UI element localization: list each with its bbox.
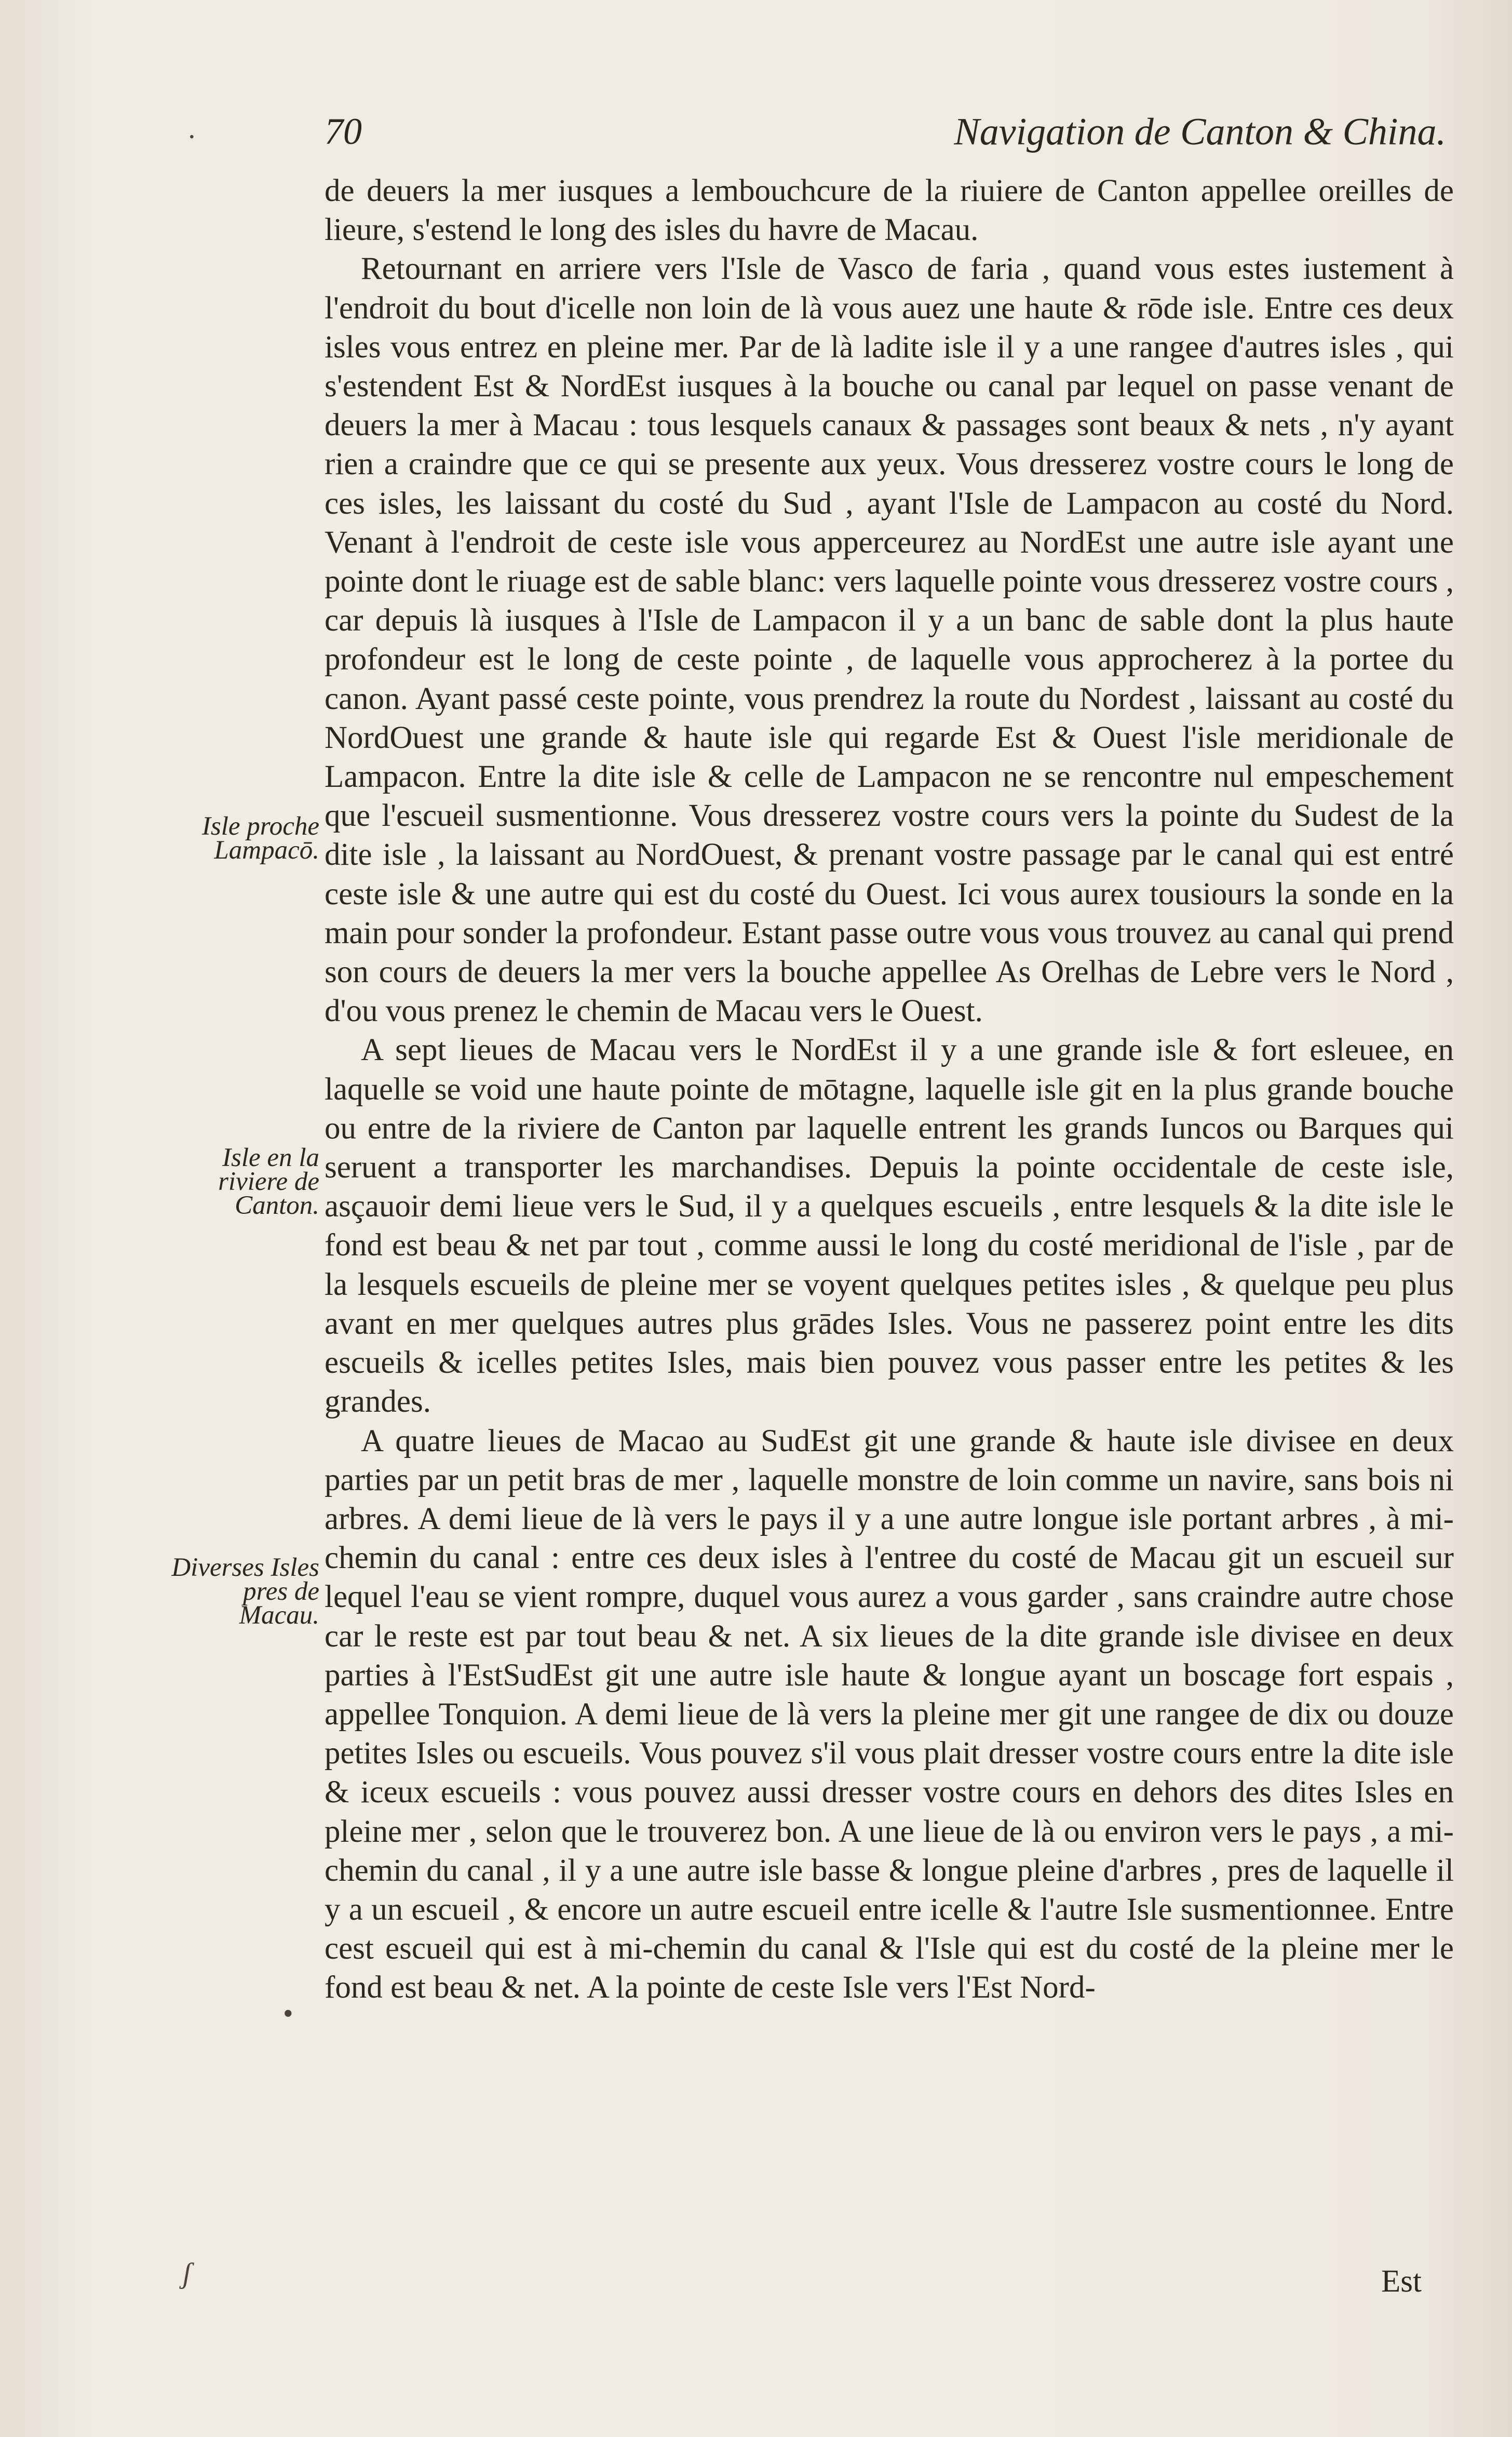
paragraph: A sept lieues de Macau vers le NordEst il y a une grande isle & fort esleuee, en laquelle se void une haute pointe de mōtagne, laquelle isle git en la plus grande bouche ou entre de la riviere de Canton par laquelle entrent les grands Iuncos ou Barques qui seruent a transporter les marchandises. Depuis la pointe occidentale de ceste isle, asçauoir demi lieue vers le Sud, il y a quelques escueils , entre lesquels & la dite isle le fond est beau & net par tout , comme aussi le long du costé meridional de l'isle , par de la lesquels escueils de pleine mer se voyent quelques petites isles , & quelque peu plus avant en mer quelques autres plus grādes Isles. Vous ne passerez point entre les dits escueils & icelles petites Isles, mais bien pouvez vous passer entre les petites & les grandes. — [325, 1033, 1454, 1420]
margin-note: Isle en la riviere de Canton. — [218, 1143, 319, 1220]
margin-note: Diverses Isles pres de Macau. — [171, 1553, 319, 1630]
margin-note: Isle proche Lampacō. — [201, 812, 319, 865]
paragraph: de deuers la mer iusques a lembouchcure de la riuiere de Canton appellee oreilles de lieure, s'estend le long des isles du havre de Macau. — [325, 173, 1454, 248]
catchword: Est — [1381, 2264, 1422, 2299]
ink-speck: • — [283, 1998, 293, 2030]
ink-speck: · — [187, 121, 197, 153]
paragraph: Retournant en arriere vers l'Isle de Vasco de faria , quand vous estes iustement à l'endroit du bout d'icelle non loin de là vous auez une haute & rōde isle. Entre ces deux isles vous entrez en pleine mer. Par de là ladite isle il y a une rangee d'autres isles , qui s'estendent Est & NordEst iusques à la bouche ou canal par lequel on passe venant de deuers la mer à Macau : tous lesquels canaux & passages sont beaux & nets , n'y ayant rien a craindre que ce qui se presente aux yeux. Vous dresserez vostre cours le long de ces isles, les laissant du costé du Sud , ayant l'Isle de Lampacon au costé du Nord. Venant à l'endroit de ceste isle vous apperceurez au NordEst une autre isle ayant une pointe dont le riuage est de sable blanc: vers laquelle pointe vous dresserez vostre cours , car depuis là iusques à l'Isle de Lampacon il y a un banc de sable dont la plus haute profondeur est le long de ceste pointe , de laquelle vous approcherez à la portee du canon. Ayant passé ceste pointe, vous prendrez la route du Nordest , laissant au costé du NordOuest une grande & haute isle qui regarde Est & Ouest l'isle meridionale de Lampacon. Entre la dite isle & celle de Lampacon ne se rencontre nul empeschement que l'escueil susmentionne. Vous dresserez vostre cours vers la pointe du Sudest de la dite isle , la laissant au NordOuest, & prenant vostre passage par le canal qui est entré ceste isle & une autre qui est du costé du Ouest. Ici vous aurex tousiours la sonde en la main pour sonder la profondeur. Estant passe outre vous vous trouvez au canal qui prend son cours de deuers la mer vers la bouche appellee As Orelhas de Lebre vers le Nord , d'ou vous prenez le chemin de Macau vers le Ouest. — [325, 251, 1454, 1029]
page-header — [325, 110, 1446, 162]
ink-speck: ʃ — [183, 2257, 192, 2289]
paragraph: A quatre lieues de Macao au SudEst git une grande & haute isle divisee en deux parties par un petit bras de mer , laquelle monstre de loin comme un navire, sans bois ni arbres. A demi lieue de là vers le pays il y a une autre longue isle portant arbres , à mi-chemin du canal : entre ces deux isles à l'entree du costé de Macau git un escueil sur lequel l'eau se vient rompre, duquel vous aurez a vous garder , sans craindre autre chose car le reste est par tout beau & net. A six lieues de la dite grande isle divisee en deux parties à l'EstSudEst git une autre isle haute & longue ayant un boscage fort espais , appellee Tonquion. A demi lieue de là vers la pleine mer git une rangee de dix ou douze petites Isles ou escueils. Vous pouvez s'il vous plait dresser vostre cours entre la dite isle & iceux escueils : vous pouvez aussi dresser vostre cours en dehors des dites Isles en pleine mer , selon que le trouverez bon. A une lieue de là ou environ vers le pays , a mi-chemin du canal , il y a une autre isle basse & longue pleine d'arbres , pres de laquelle il y a un escueil , & encore un autre escueil entre icelle & l'autre Isle susmentionnee. Entre cest escueil qui est à mi-chemin du canal & l'Isle qui est du costé de la pleine mer le fond est beau & net. A la pointe de ceste Isle vers l'Est Nord- — [325, 1423, 1454, 2005]
page-number: 70 — [325, 111, 362, 152]
body-text — [325, 171, 1454, 2007]
running-title: Navigation de Canton & China. — [954, 111, 1446, 153]
